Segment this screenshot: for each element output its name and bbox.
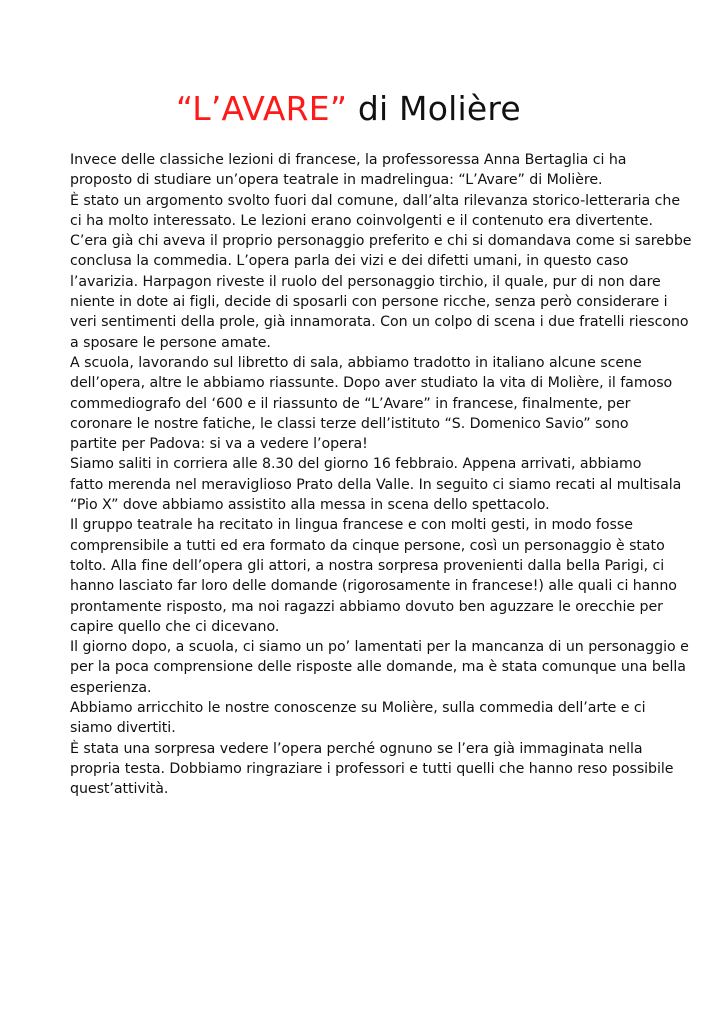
- body-line: capire quello che ci dicevano.: [70, 618, 280, 635]
- body-line: conclusa la commedia. L’opera parla dei vizi e dei difetti umani, in questo caso: [70, 253, 629, 270]
- body-line: ci ha molto interessato. Le lezioni erano coinvolgenti e il contenuto era divertente.: [70, 212, 653, 229]
- body-line: veri sentimenti della prole, già innamorata. Con un colpo di scena i due fratelli riescono: [70, 314, 689, 331]
- body-line: C’era già chi aveva il proprio personaggio preferito e chi si domandava come si sarebbe: [70, 233, 692, 250]
- body-line: A scuola, lavorando sul libretto di sala, abbiamo tradotto in italiano alcune scene: [70, 354, 642, 371]
- article-body: [70, 150, 692, 800]
- body-line: hanno lasciato far loro delle domande (rigorosamente in francese!) alle quali ci hanno: [70, 578, 677, 595]
- body-line: È stato un argomento svolto fuori dal comune, dall’alta rilevanza storico-letteraria che: [70, 192, 681, 209]
- body-line: È stata una sorpresa vedere l’opera perché ognuno se l’era già immaginata nella: [70, 740, 643, 757]
- body-line: Invece delle classiche lezioni di francese, la professoressa Anna Bertaglia ci ha: [70, 152, 627, 168]
- body-line: fatto merenda nel meraviglioso Prato della Valle. In seguito ci siamo recati al multisala: [70, 476, 682, 493]
- title-highlight: “L’AVARE”: [176, 89, 348, 128]
- body-line: per la poca comprensione delle risposte alle domande, ma è stata comunque una bella: [70, 659, 686, 676]
- body-line: esperienza.: [70, 679, 152, 696]
- body-line: proposto di studiare un’opera teatrale in madrelingua: “L’Avare” di Molière.: [70, 172, 603, 189]
- body-line: Il giorno dopo, a scuola, ci siamo un po’ lamentati per la mancanza di un personaggio e: [70, 639, 689, 656]
- body-line: coronare le nostre fatiche, le classi terze dell’istituto “S. Domenico Savio” sono: [70, 415, 629, 432]
- body-line: dell’opera, altre le abbiamo riassunte. Dopo aver studiato la vita di Molière, il famoso: [70, 375, 673, 392]
- body-line: partite per Padova: si va a vedere l’opera!: [70, 436, 368, 453]
- body-line: tolto. Alla fine dell’opera gli attori, a nostra sorpresa provenienti dalla bella Parigi, ci: [70, 557, 665, 574]
- body-line: l’avarizia. Harpagon riveste il ruolo del personaggio tirchio, il quale, pur di non dare: [70, 273, 661, 290]
- body-line: comprensibile a tutti ed era formato da cinque persone, così un personaggio è stato: [70, 537, 665, 554]
- body-line: Abbiamo arricchito le nostre conoscenze su Molière, sulla commedia dell’arte e ci: [70, 700, 646, 717]
- body-line: a sposare le persone amate.: [70, 334, 271, 351]
- body-line: siamo divertiti.: [70, 720, 176, 737]
- body-line: quest’attività.: [70, 781, 169, 798]
- title-rest: di Molière: [347, 89, 521, 128]
- body-line: “Pio X” dove abbiamo assistito alla messa in scena dello spettacolo.: [70, 497, 550, 514]
- body-line: Siamo saliti in corriera alle 8.30 del giorno 16 febbraio. Appena arrivati, abbiamo: [70, 456, 642, 473]
- body-line: prontamente risposto, ma noi ragazzi abbiamo dovuto ben aguzzare le orecchie per: [70, 598, 663, 615]
- body-line: niente in dote ai figli, decide di sposarli con persone ricche, senza però considerare i: [70, 294, 668, 311]
- body-line: Il gruppo teatrale ha recitato in lingua francese e con molti gesti, in modo fosse: [70, 517, 633, 534]
- page-title: [176, 88, 521, 130]
- body-line: propria testa. Dobbiamo ringraziare i professori e tutti quelli che hanno reso possibile: [70, 760, 674, 777]
- body-line: commediografo del ‘600 e il riassunto de “L’Avare” in francese, finalmente, per: [70, 395, 631, 412]
